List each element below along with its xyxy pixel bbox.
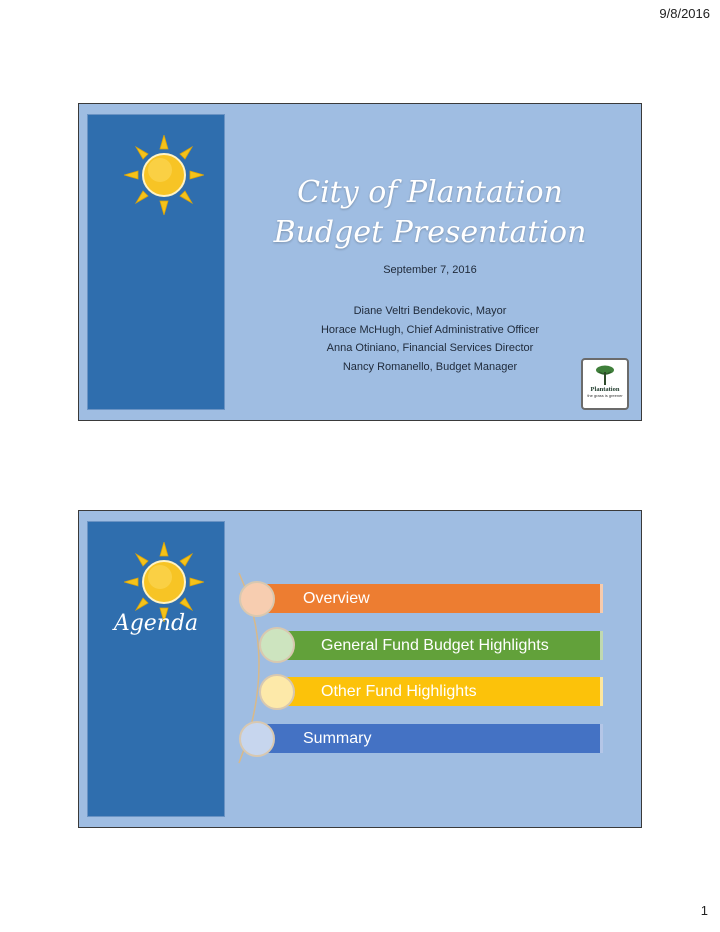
side-panel: [87, 114, 225, 410]
agenda-item-overview: [259, 584, 603, 613]
agenda-item-label: General Fund Budget Highlights: [321, 637, 549, 654]
city-logo: [581, 358, 629, 410]
agenda-bullet: [259, 674, 295, 710]
presenter-name: Diane Veltri Bendekovic, Mayor: [353, 305, 507, 317]
presentation-title-line1: City of Plantation: [297, 175, 563, 210]
agenda-bullet: [259, 627, 295, 663]
agenda-item-label: Overview: [303, 590, 370, 607]
presenter-list: [239, 302, 621, 376]
logo-name: Plantation: [590, 386, 620, 393]
agenda-item-general-fund: [277, 631, 603, 660]
agenda-item-other-fund: [277, 677, 603, 706]
agenda-arc: [79, 511, 643, 829]
sun-icon: [124, 135, 204, 215]
presenter-name: Nancy Romanello, Budget Manager: [342, 360, 518, 373]
logo-tagline: the grass is greener: [587, 393, 623, 398]
presenter-name: Anna Otiniano, Financial Services Director: [326, 342, 534, 354]
presentation-date: September 7, 2016: [383, 264, 477, 276]
presentation-title-line2: Budget Presentation: [273, 215, 587, 250]
agenda-item-label: Other Fund Highlights: [321, 683, 477, 700]
agenda-bullet: [239, 581, 275, 617]
page-date: 9/8/2016: [659, 6, 710, 21]
title-slide: [78, 103, 642, 421]
agenda-slide: [78, 510, 642, 828]
agenda-item-label: Summary: [303, 730, 372, 747]
page-number: 1: [700, 903, 708, 918]
agenda-bullet: [239, 721, 275, 757]
agenda-heading: Agenda: [113, 611, 199, 636]
tree-logo-icon: [594, 364, 616, 386]
presenter-name: Horace McHugh, Chief Administrative Officer: [320, 323, 540, 336]
agenda-item-summary: [259, 724, 603, 753]
